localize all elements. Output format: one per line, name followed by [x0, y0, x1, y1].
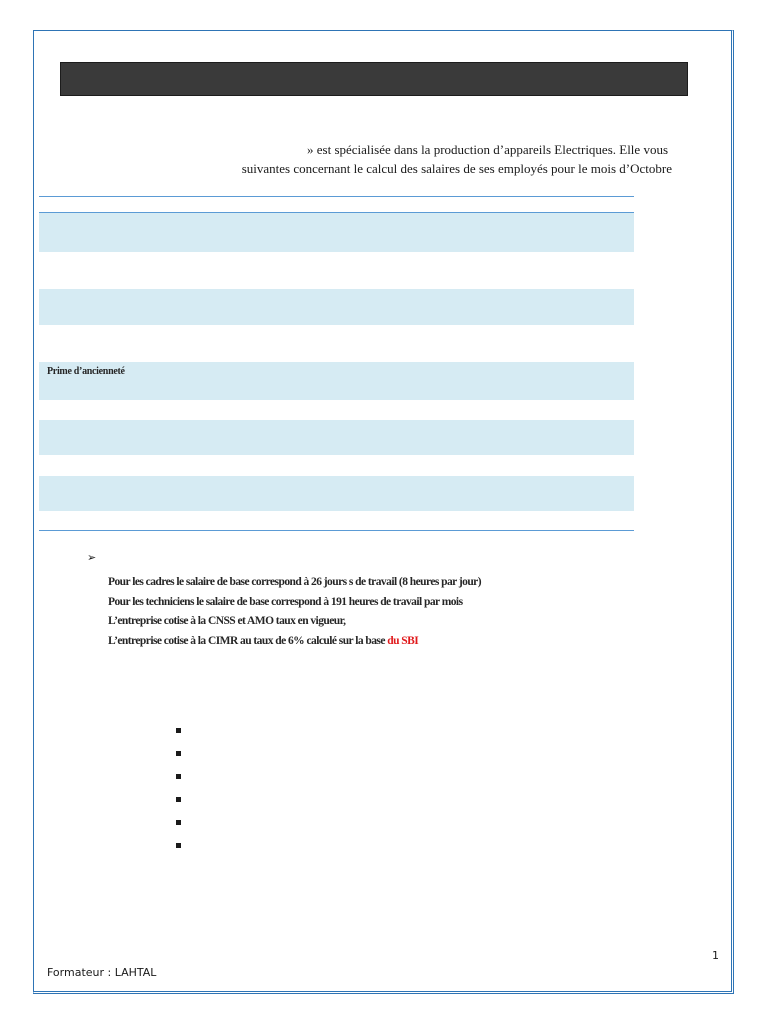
notes-list — [108, 573, 481, 651]
table-row — [39, 362, 634, 400]
info-table — [39, 196, 634, 531]
page-number: 1 — [712, 949, 719, 962]
square-bullet-icon — [176, 843, 181, 848]
table-bottom-rule — [39, 530, 634, 531]
note-text: L’entreprise cotise à la CIMR au taux de 6% calculé sur la base — [108, 634, 385, 647]
square-bullet-icon — [176, 728, 181, 733]
square-bullet-icon — [176, 820, 181, 825]
intro-line-2: suivantes concernant le calcul des salaires de ses employés pour le mois d’Octobre — [241, 161, 672, 176]
list-item: L’entreprise cotise à la CNSS et AMO taux en vigueur, — [108, 615, 346, 627]
table-row — [39, 476, 634, 511]
square-bullet-icon — [176, 774, 181, 779]
list-item — [108, 632, 481, 652]
table-top-rule — [39, 196, 634, 197]
title-bar — [60, 62, 688, 96]
footer-author: Formateur : LAHTAL — [47, 966, 157, 979]
arrow-bullet-icon: ➢ — [87, 551, 97, 564]
table-row — [39, 213, 634, 252]
list-item: Pour les cadres le salaire de base correspond à 26 jours s de travail (8 heures par jour) — [108, 576, 482, 588]
note-highlight: du SBI — [387, 634, 419, 647]
square-bullet-icon — [176, 797, 181, 802]
square-bullet-icon — [176, 751, 181, 756]
prime-anciennete-label: Prime d’ancienneté — [47, 366, 125, 377]
table-row — [39, 289, 634, 325]
intro-line-1: » est spécialisée dans la production d’appareils Electriques. Elle vous — [307, 142, 668, 157]
table-row — [39, 420, 634, 455]
list-item: Pour les techniciens le salaire de base correspond à 191 heures de travail par mois — [108, 595, 463, 608]
